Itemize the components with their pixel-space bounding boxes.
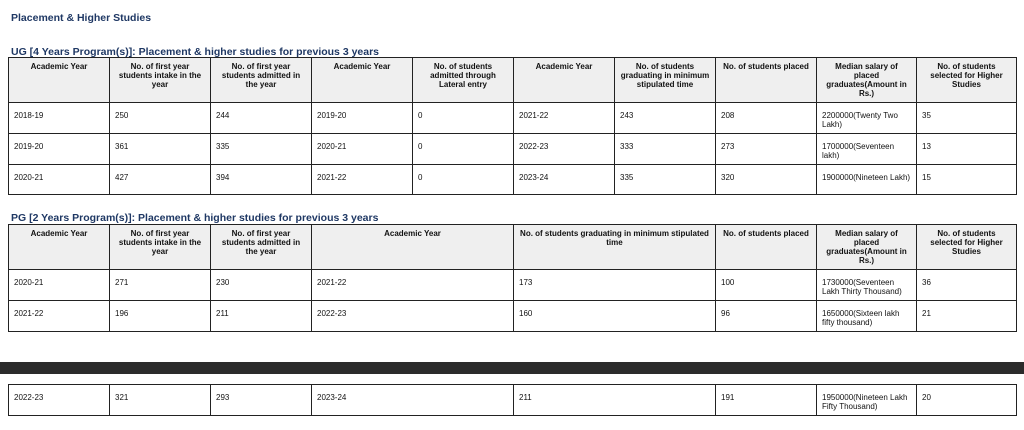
table-cell: 1650000(Sixteen lakh fifty thousand) xyxy=(817,301,917,332)
table-cell: 211 xyxy=(514,385,716,416)
table-cell: 21 xyxy=(917,301,1017,332)
column-header: No. of students selected for Higher Studies xyxy=(917,225,1017,270)
table-cell: 20 xyxy=(917,385,1017,416)
table-cell: 2021-22 xyxy=(312,270,514,301)
table-cell: 273 xyxy=(716,134,817,165)
table-row xyxy=(9,165,1017,195)
table-row xyxy=(9,270,1017,301)
column-header: Median salary of placed graduates(Amount in Rs.) xyxy=(817,225,917,270)
table-cell: 96 xyxy=(716,301,817,332)
table-cell: 2019-20 xyxy=(9,134,110,165)
table-cell: 244 xyxy=(211,103,312,134)
table-row xyxy=(9,301,1017,332)
table-cell: 211 xyxy=(211,301,312,332)
column-header: No. of first year students intake in the year xyxy=(110,58,211,103)
table-cell: 2200000(Twenty Two Lakh) xyxy=(817,103,917,134)
table-cell: 335 xyxy=(615,165,716,195)
table-cell: 321 xyxy=(110,385,211,416)
column-header: Academic Year xyxy=(312,58,413,103)
table-cell: 13 xyxy=(917,134,1017,165)
table-cell: 0 xyxy=(413,103,514,134)
column-header: Median salary of placed graduates(Amount in Rs.) xyxy=(817,58,917,103)
table-cell: 196 xyxy=(110,301,211,332)
table-cell: 1950000(Nineteen Lakh Fifty Thousand) xyxy=(817,385,917,416)
table-cell: 0 xyxy=(413,134,514,165)
column-header: No. of first year students intake in the year xyxy=(110,225,211,270)
table-cell: 2021-22 xyxy=(312,165,413,195)
table-cell: 230 xyxy=(211,270,312,301)
table-cell: 2018-19 xyxy=(9,103,110,134)
page-break-divider xyxy=(0,362,1024,374)
table-cell: 173 xyxy=(514,270,716,301)
table-cell: 208 xyxy=(716,103,817,134)
column-header: No. of students selected for Higher Studies xyxy=(917,58,1017,103)
table-row xyxy=(9,385,1017,416)
table-cell: 2023-24 xyxy=(514,165,615,195)
table-row xyxy=(9,103,1017,134)
table-cell: 2022-23 xyxy=(9,385,110,416)
column-header: No. of students placed xyxy=(716,225,817,270)
table-cell: 2020-21 xyxy=(312,134,413,165)
table-cell: 2022-23 xyxy=(514,134,615,165)
table-cell: 36 xyxy=(917,270,1017,301)
table-cell: 2021-22 xyxy=(9,301,110,332)
table-cell: 271 xyxy=(110,270,211,301)
column-header: No. of students graduating in minimum stipulated time xyxy=(514,225,716,270)
table-cell: 394 xyxy=(211,165,312,195)
page-title: Placement & Higher Studies xyxy=(11,12,152,24)
table-cell: 335 xyxy=(211,134,312,165)
table-cell: 0 xyxy=(413,165,514,195)
column-header: Academic Year xyxy=(9,225,110,270)
table-cell: 2021-22 xyxy=(514,103,615,134)
table-cell: 1730000(Seventeen Lakh Thirty Thousand) xyxy=(817,270,917,301)
table-cell: 427 xyxy=(110,165,211,195)
table-cell: 35 xyxy=(917,103,1017,134)
column-header: No. of students placed xyxy=(716,58,817,103)
table-cell: 15 xyxy=(917,165,1017,195)
ug-placement-table xyxy=(8,57,1017,195)
column-header: No. of students admitted through Lateral entry xyxy=(413,58,514,103)
table-cell: 320 xyxy=(716,165,817,195)
table-cell: 2022-23 xyxy=(312,301,514,332)
column-header: Academic Year xyxy=(9,58,110,103)
table-cell: 2020-21 xyxy=(9,165,110,195)
pg-section-title: PG [2 Years Program(s)]: Placement & higher studies for previous 3 years xyxy=(11,212,379,224)
pg-placement-table-continued xyxy=(8,384,1017,416)
table-cell: 333 xyxy=(615,134,716,165)
table-cell: 2019-20 xyxy=(312,103,413,134)
table-cell: 191 xyxy=(716,385,817,416)
table-cell: 293 xyxy=(211,385,312,416)
ug-section-title: UG [4 Years Program(s)]: Placement & higher studies for previous 3 years xyxy=(11,46,380,58)
table-cell: 1700000(Seventeen lakh) xyxy=(817,134,917,165)
table-cell: 2020-21 xyxy=(9,270,110,301)
column-header: No. of first year students admitted in the year xyxy=(211,225,312,270)
column-header: No. of students graduating in minimum stipulated time xyxy=(615,58,716,103)
table-header-row xyxy=(9,58,1017,103)
table-cell: 2023-24 xyxy=(312,385,514,416)
table-cell: 243 xyxy=(615,103,716,134)
pg-placement-table xyxy=(8,224,1017,332)
column-header: Academic Year xyxy=(514,58,615,103)
table-cell: 160 xyxy=(514,301,716,332)
table-cell: 361 xyxy=(110,134,211,165)
table-cell: 1900000(Nineteen Lakh) xyxy=(817,165,917,195)
column-header: Academic Year xyxy=(312,225,514,270)
table-cell: 250 xyxy=(110,103,211,134)
table-row xyxy=(9,134,1017,165)
table-header-row xyxy=(9,225,1017,270)
table-cell: 100 xyxy=(716,270,817,301)
column-header: No. of first year students admitted in the year xyxy=(211,58,312,103)
